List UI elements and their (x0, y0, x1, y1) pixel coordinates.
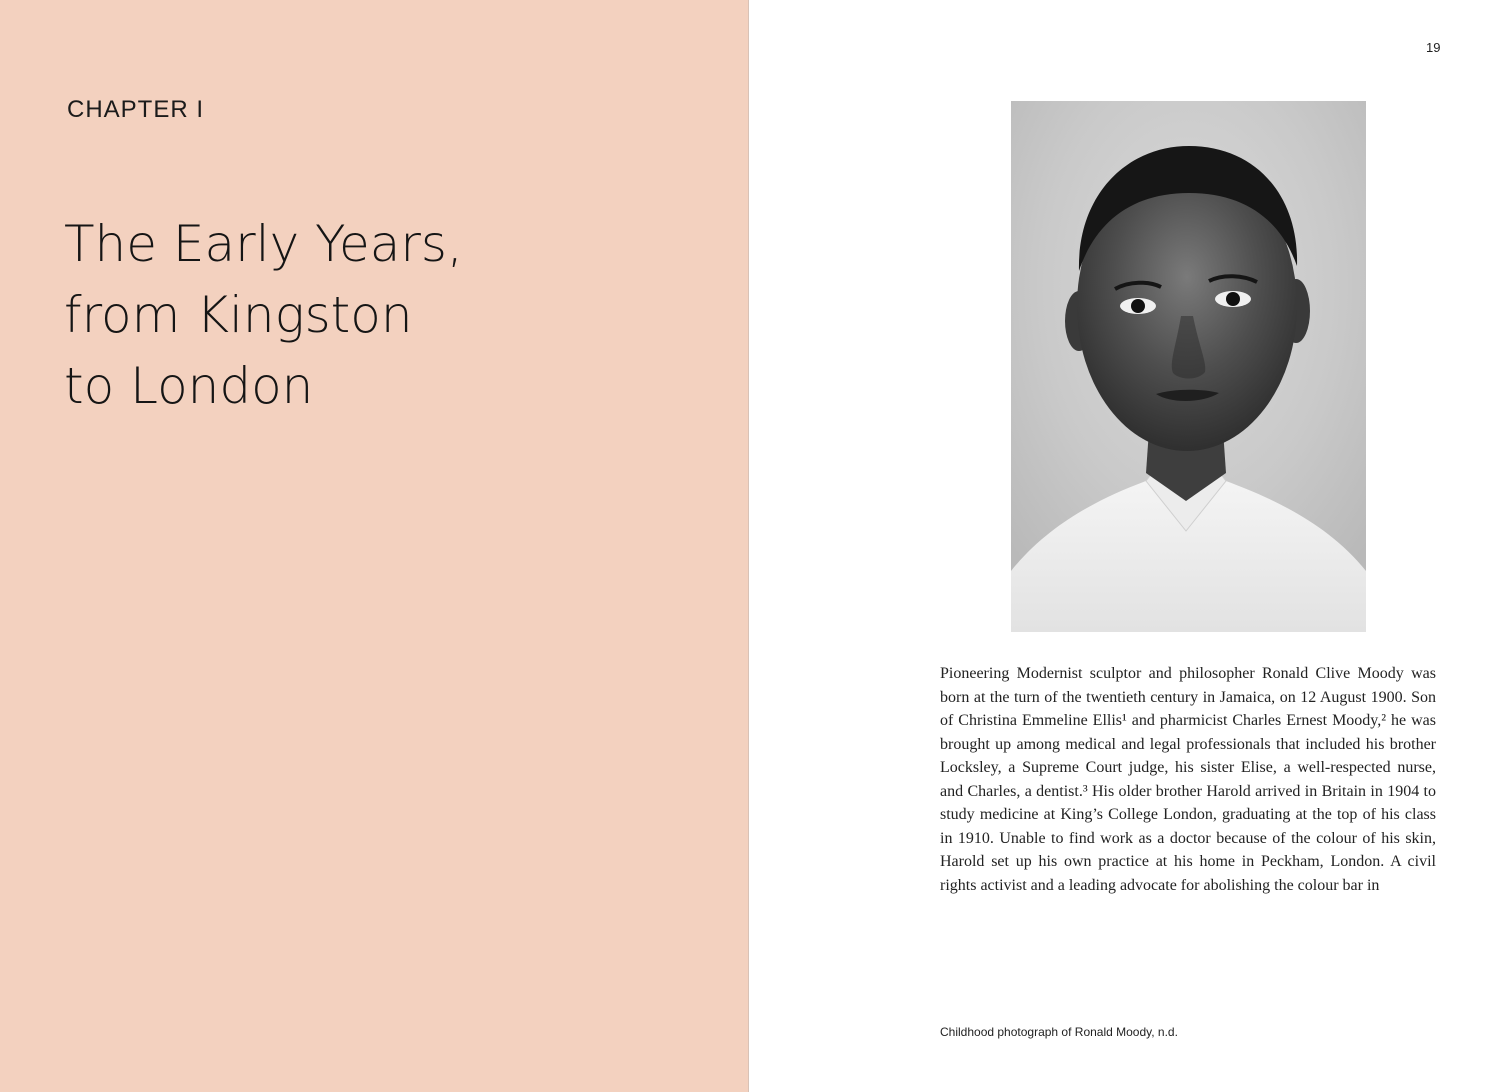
right-page (749, 0, 1500, 1092)
left-page (0, 0, 749, 1092)
title-line-1: The Early Years, (64, 215, 463, 273)
title-line-3: to London (64, 357, 314, 415)
page-number: 19 (1426, 40, 1441, 55)
portrait-photo (1011, 101, 1366, 632)
chapter-label: CHAPTER I (67, 96, 205, 123)
photo-caption: Childhood photograph of Ronald Moody, n.d. (940, 1025, 1178, 1039)
title-line-2: from Kingston (64, 286, 413, 344)
portrait-photo-icon (1011, 101, 1366, 632)
body-paragraph: Pioneering Modernist sculptor and philosopher Ronald Clive Moody was born at the turn of the twentieth century in Jamaica, on 12 August 1900. Son of Christina Emmeline Ellis¹ and pharmicist Charles Ernest Moody,² he was brought up among medical and legal professionals that included his brother Locksley, a Supreme Court judge, his sister Elise, a well-respected nurse, and Charles, a dentist.³ His older brother Harold arrived in Britain in 1904 to study medicine at King’s College London, graduating at the top of his class in 1910. Unable to find work as a doctor because of the colour of his skin, Harold set up his own practice at his home in Peckham, London. A civil rights activist and a leading advocate for abolishing the colour bar in (940, 665, 1436, 894)
chapter-title (64, 209, 624, 422)
